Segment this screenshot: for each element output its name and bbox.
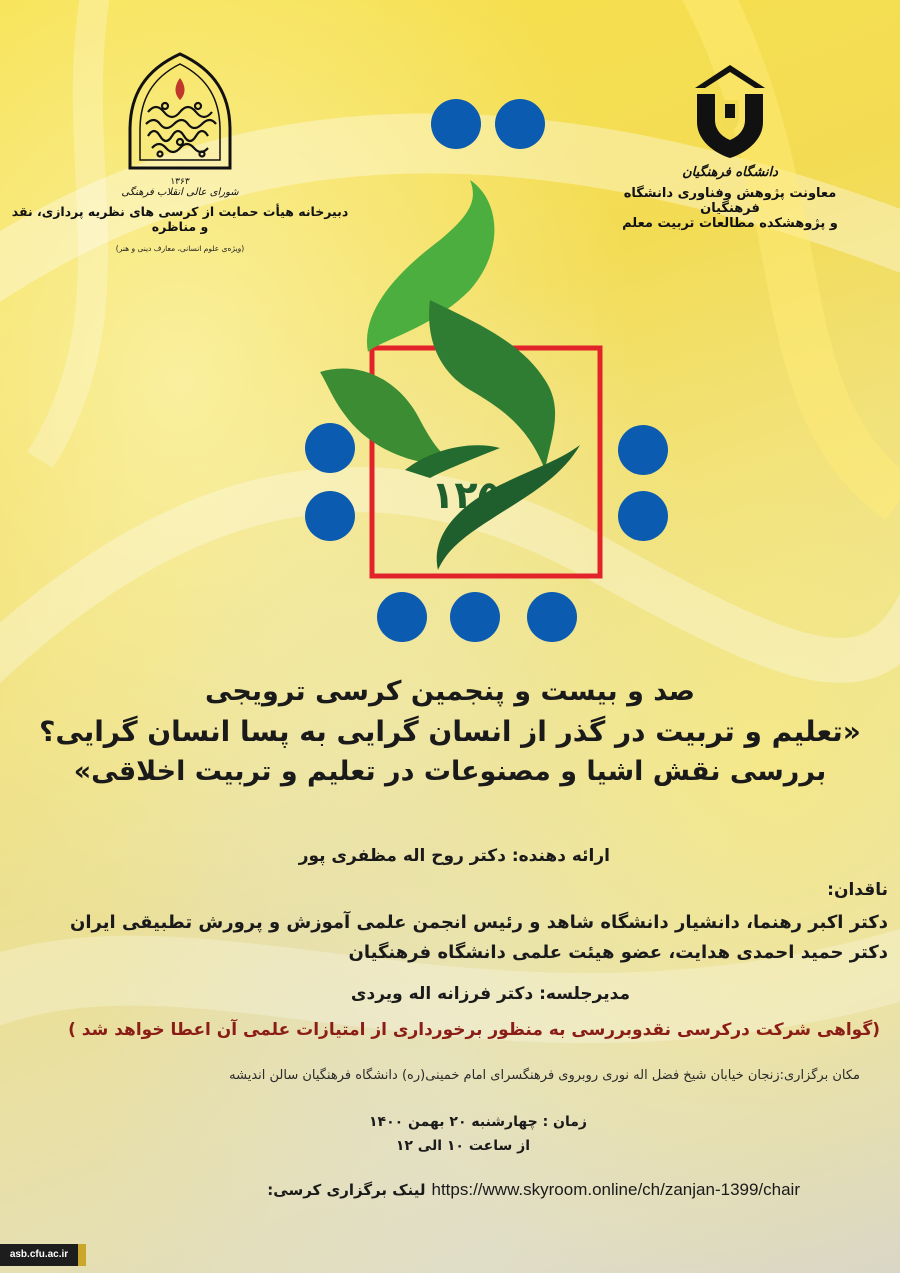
dot-top-left — [431, 99, 481, 149]
title-line-3: بررسی نقش اشیا و مصنوعات در تعلیم و تربیت اخلاقی» — [73, 756, 827, 787]
meeting-link-row — [267, 1180, 800, 1200]
dot-top-right — [495, 99, 545, 149]
presenter-text: ارائه دهنده: دکتر روح اله مظفری پور — [298, 846, 610, 866]
dot-bottom-2 — [450, 592, 500, 642]
critic-1-text: دکتر اکبر رهنما، دانشیار دانشگاه شاهد و رئیس انجمن علمی آموزش و پرورش تطبیقی ایران — [70, 912, 888, 933]
meeting-link-url[interactable]: https://www.skyroom.online/ch/zanjan-1399/chair — [431, 1180, 800, 1199]
site-watermark: asb.cfu.ac.ir — [0, 1244, 78, 1266]
title-line-2: «تعلیم و تربیت در گذر از انسان گرایی به پسا انسان گرایی؟ — [39, 715, 861, 748]
farhangian-university-logo — [685, 60, 775, 165]
meeting-link-label: لینک برگزاری کرسی: — [267, 1181, 426, 1199]
critic-2-text: دکتر حمید احمدی هدایت، عضو هیئت علمی دانشگاه فرهنگیان — [348, 942, 888, 963]
date-text: زمان : چهارشنبه ۲۰ بهمن ۱۴۰۰ — [368, 1114, 587, 1130]
dot-bottom-3 — [527, 592, 577, 642]
dot-left-2 — [305, 491, 355, 541]
title-line-1: صد و بیست و پنجمین کرسی ترویجی — [205, 676, 695, 707]
title-block — [20, 672, 880, 792]
dot-left-1 — [305, 423, 355, 473]
leaf-middle — [429, 300, 555, 470]
chair-number: ۱۲۵ — [431, 473, 501, 517]
council-caption: شورای عالی انقلاب فرهنگی — [121, 187, 239, 198]
certificate-note: (گواهی شرکت درکرسی نقدوبررسی به منظور برخورداری از امتیازات علمی آن اعطا خواهد شد ) — [68, 1020, 880, 1040]
council-secretariat-text: دبیرخانه هیأت حمایت از کرسی های نظریه پردازی، نقد و مناظره — [11, 204, 349, 234]
watermark-accent-bar — [78, 1244, 86, 1266]
council-seal-logo — [120, 50, 240, 175]
dot-right-1 — [618, 425, 668, 475]
critics-label: ناقدان: — [827, 880, 888, 900]
research-deputy-text: معاونت پژوهش وفناوری دانشگاه فرهنگیان — [623, 186, 837, 216]
council-year: ۱۳۶۳ — [170, 177, 190, 187]
moderator-text: مدیرجلسه: دکتر فرزانه اله ویردی — [350, 984, 630, 1004]
dot-right-2 — [618, 491, 668, 541]
council-subtitle: (ویژه‌ی علوم انسانی، معارف دینی و هنر) — [115, 244, 245, 253]
chair-125-emblem — [290, 90, 670, 660]
venue-text: مکان برگزاری:زنجان خیابان شیخ فضل اله نوری روبروی فرهنگسرای امام خمینی(ره) دانشگاه فرهنگیان سالن اندیشه — [229, 1068, 860, 1083]
university-logo-text: دانشگاه فرهنگیان — [682, 165, 778, 180]
dot-bottom-1 — [377, 592, 427, 642]
hours-text: از ساعت ۱۰ الی ۱۲ — [395, 1138, 530, 1154]
teacher-training-institute-text: و پژوهشکده مطالعات تربیت معلم — [622, 216, 838, 231]
